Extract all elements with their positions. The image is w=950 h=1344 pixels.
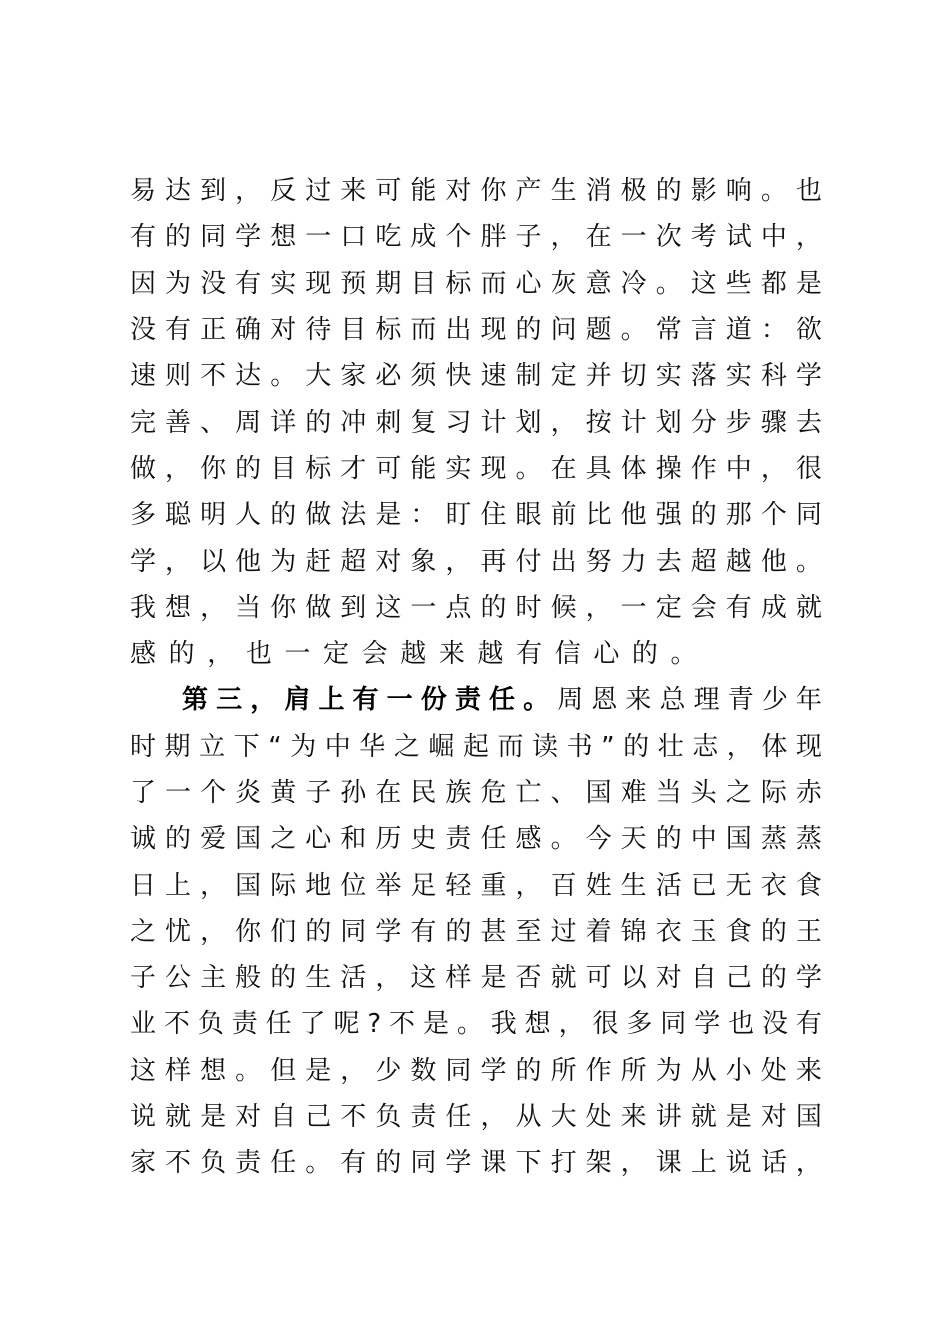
text-line: 没 有 正 确 对 待 目 标 而 出 现 的 问 题 。 常 言 道 ： 欲 bbox=[130, 315, 822, 346]
text-line: 子 公 主 般 的 生 活 ， 这 样 是 否 就 可 以 对 自 己 的 学 bbox=[130, 963, 822, 994]
text-line: 学 ， 以 他 为 赶 超 对 象 ， 再 付 出 努 力 去 超 越 他 。 bbox=[130, 546, 822, 577]
text-line: 诚 的 爱 国 之 心 和 历 史 责 任 感 。 今 天 的 中 国 蒸 蒸 bbox=[130, 824, 822, 855]
text-line: 日 上 ， 国 际 地 位 举 足 轻 重 ， 百 姓 生 活 已 无 衣 食 bbox=[130, 870, 822, 901]
text-line: 完 善 、 周 详 的 冲 刺 复 习 计 划 ， 按 计 划 分 步 骤 去 bbox=[130, 407, 822, 438]
text-line: 因 为 没 有 实 现 预 期 目 标 而 心 灰 意 冷 。 这 些 都 是 bbox=[130, 268, 822, 299]
text-line: 了 一 个 炎 黄 子 孙 在 民 族 危 亡 、 国 难 当 头 之 际 赤 bbox=[130, 778, 822, 808]
text-line: 易 达 到 ， 反 过 来 可 能 对 你 产 生 消 极 的 影 响 。 也 bbox=[130, 176, 822, 207]
text-line: 业 不 负 责 任 了 呢 ? 不 是 。 我 想 ， 很 多 同 学 也 没 有 bbox=[130, 1009, 822, 1040]
text-line: 多 聪 明 人 的 做 法 是 ： 盯 住 眼 前 比 他 强 的 那 个 同 bbox=[130, 500, 822, 531]
text-line: 有 的 同 学 想 一 口 吃 成 个 胖 子 ， 在 一 次 考 试 中 ， bbox=[130, 222, 822, 253]
text-line: 做 ， 你 的 目 标 才 可 能 实 现 。 在 具 体 操 作 中 ， 很 bbox=[130, 453, 822, 484]
text-line: 说 就 是 对 自 己 不 负 责 任 ， 从 大 处 来 讲 就 是 对 国 bbox=[130, 1102, 822, 1133]
text-line: 速 则 不 达 。 大 家 必 须 快 速 制 定 并 切 实 落 实 科 学 bbox=[130, 361, 822, 392]
text-line: 时 期 立 下 “ 为 中 华 之 崛 起 而 读 书 ” 的 壮 志 ， 体 现 bbox=[130, 731, 822, 762]
text-line: 我 想 ， 当 你 做 到 这 一 点 的 时 候 ， 一 定 会 有 成 就 bbox=[130, 592, 822, 623]
text-line: 家 不 负 责 任 。 有 的 同 学 课 下 打 架 ， 课 上 说 话 ， bbox=[130, 1148, 822, 1179]
body-text bbox=[130, 168, 822, 1187]
text-line: 这 样 想 。 但 是 ， 少 数 同 学 的 所 作 所 为 从 小 处 来 bbox=[130, 1055, 822, 1086]
text-line: 第 三 ， 肩 上 有 一 份 责 任 。 周 恩 来 总 理 青 少 年 bbox=[182, 685, 822, 716]
text-line: 感 的 ， 也 一 定 会 越 来 越 有 信 心 的 。 bbox=[130, 639, 697, 670]
text-line: 之 忧 ， 你 们 的 同 学 有 的 甚 至 过 着 锦 衣 玉 食 的 王 bbox=[130, 916, 822, 947]
